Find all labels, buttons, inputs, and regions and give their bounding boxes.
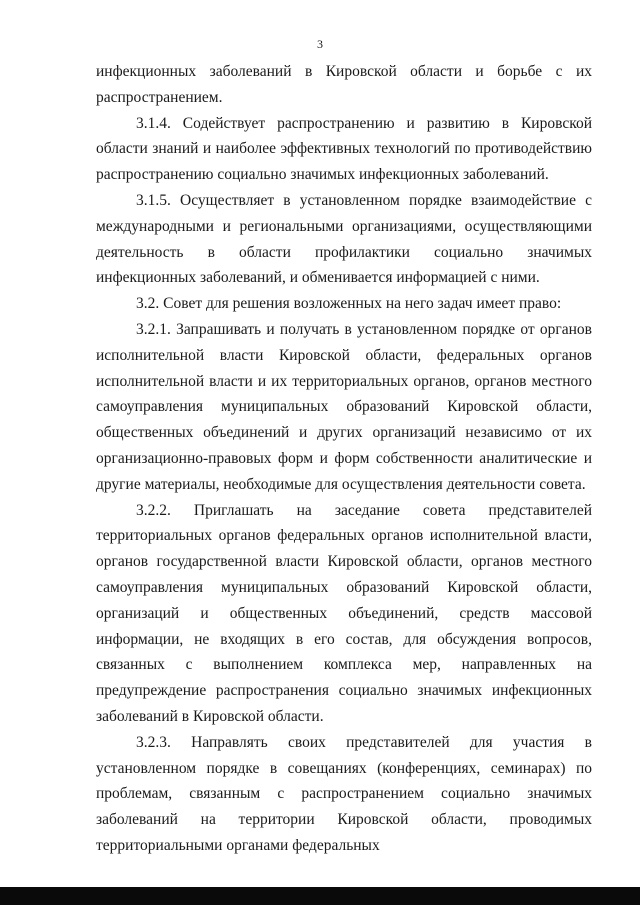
paragraph-3-2-1: 3.2.1. Запрашивать и получать в установленном порядке от органов исполнительной власти Кировской области, федеральных органов исполнительной власти и их территориальных органов, органов местного самоуправления муниципальных образований Кировской области, общественных объединений и других организаций независимо от их организационно-правовых форм и форм собственности аналитические и другие материалы, необходимые для осуществления деятельности совета. xyxy=(96,320,592,493)
paragraph-3-2-3: 3.2.3. Направлять своих представителей для участия в установленном порядке в совещаниях (конференциях, семинарах) по проблемам, связанным с распространением социально значимых заболеваний на территории Кировской области, проводимых территориальными органами федеральных xyxy=(96,733,592,854)
page-number: 3 xyxy=(317,37,323,51)
paragraph-3-1-5: 3.1.5. Осуществляет в установленном порядке взаимодействие с международными и региональными организациями, осуществляющими деятельность в области профилактики социально значимых инфекционных заболеваний, и обменивается информацией с ними. xyxy=(96,191,592,287)
scan-edge-bar xyxy=(0,887,640,905)
paragraph-3-2: 3.2. Совет для решения возложенных на него задач имеет право: xyxy=(136,295,562,313)
paragraph-continuation: инфекционных заболеваний в Кировской области и борьбе с их распространением. xyxy=(96,63,592,106)
paragraph-3-1-4: 3.1.4. Содействует распространению и развитию в Кировской области знаний и наиболее эффективных технологий по противодействию распространению социально значимых инфекционных заболеваний. xyxy=(96,114,592,184)
document-body xyxy=(96,59,592,859)
paragraph-3-2-2: 3.2.2. Приглашать на заседание совета представителей территориальных органов федеральных органов исполнительной власти, органов государственной власти Кировской области, органов местного самоуправления муниципальных образований Кировской области, организаций и общественных объединений, средств массовой информации, не входящих в его состав, для обсуждения вопросов, связанных с выполнением комплекса мер, направленных на предупреждение распространения социально значимых инфекционных заболеваний в Кировской области. xyxy=(96,501,592,725)
